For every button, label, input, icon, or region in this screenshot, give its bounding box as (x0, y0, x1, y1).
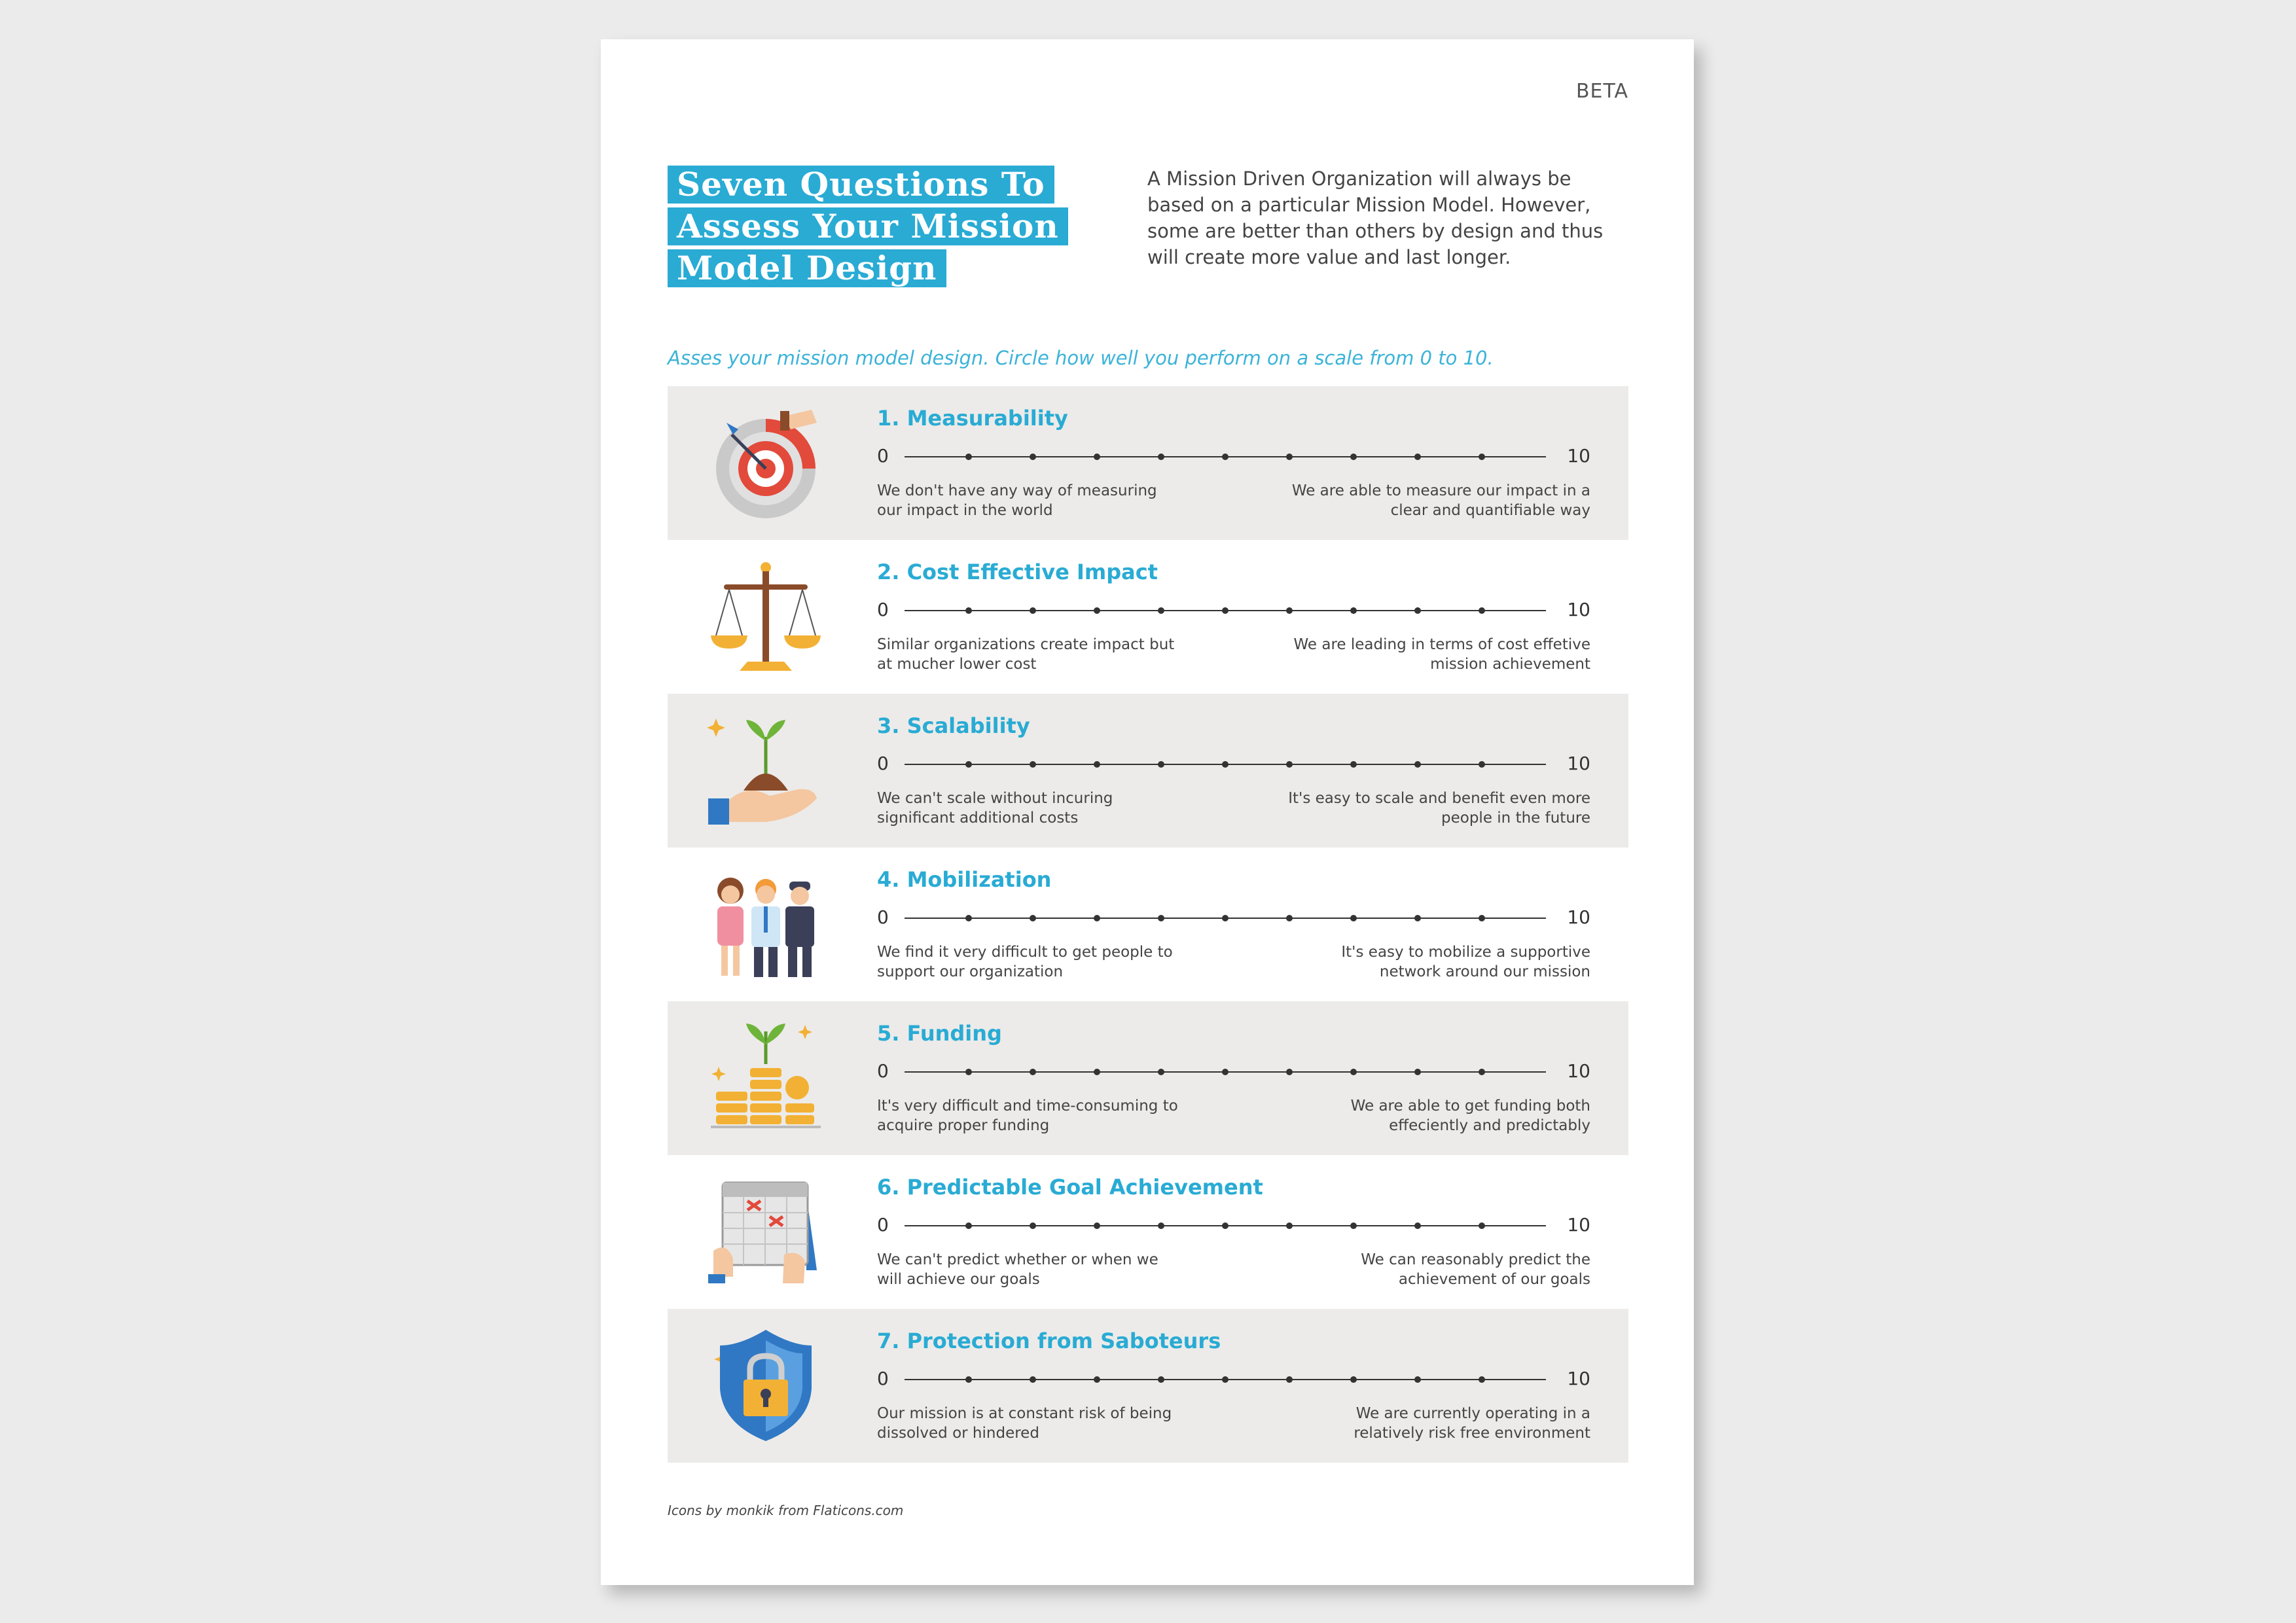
low-score-description: We find it very difficult to get people to support our organization (877, 944, 1173, 980)
scale-tick[interactable] (1479, 761, 1485, 768)
question-row (668, 1309, 1628, 1463)
scale-tick[interactable] (1414, 454, 1421, 460)
scale-tick[interactable] (1222, 761, 1229, 768)
scale-tick[interactable] (1094, 607, 1100, 614)
scale-tick[interactable] (965, 1069, 972, 1075)
title-line: Seven Questions To (668, 166, 1054, 204)
question-title: 3. Scalability (877, 713, 1030, 738)
high-score-description: We are leading in terms of cost effetive mission achievement (1293, 636, 1590, 673)
scale-max-label: 10 (1567, 445, 1590, 467)
scale-tick[interactable] (1222, 915, 1229, 921)
scale-tick[interactable] (1414, 1069, 1421, 1075)
scale-tick[interactable] (1350, 1222, 1357, 1229)
scale-tick[interactable] (1222, 1222, 1229, 1229)
scale-min-label: 0 (877, 1214, 889, 1236)
question-row (668, 694, 1628, 847)
question-row (668, 540, 1628, 694)
scale-tick[interactable] (1030, 607, 1036, 614)
scale-tick[interactable] (1286, 1376, 1293, 1383)
scale-tick[interactable] (1414, 761, 1421, 768)
scale-tick[interactable] (965, 1376, 972, 1383)
scale-tick[interactable] (1350, 1069, 1357, 1075)
scale-line (905, 1379, 1546, 1380)
scale-tick[interactable] (1479, 1222, 1485, 1229)
scale-max-label: 10 (1567, 753, 1590, 774)
scale-tick[interactable] (1030, 915, 1036, 921)
scale-min-label: 0 (877, 1060, 889, 1082)
scale-tick[interactable] (1286, 454, 1293, 460)
scale-tick[interactable] (1094, 1376, 1100, 1383)
scale-tick[interactable] (1414, 1222, 1421, 1229)
high-score-description: We are able to get funding both effeciently and predictably (1350, 1097, 1590, 1134)
question-title: 2. Cost Effective Impact (877, 560, 1158, 584)
scale-tick[interactable] (1479, 1069, 1485, 1075)
scale-tick[interactable] (1158, 1376, 1164, 1383)
scale-tick[interactable] (1094, 454, 1100, 460)
high-score-description: We are able to measure our impact in a clear and quantifiable way (1291, 482, 1590, 519)
target-icon (707, 403, 825, 521)
question-row (668, 1155, 1628, 1309)
question-list (668, 386, 1628, 1463)
scale-tick[interactable] (1094, 761, 1100, 768)
question-row (668, 1001, 1628, 1155)
rating-scale[interactable] (877, 1059, 1590, 1085)
scale-tick[interactable] (1286, 1222, 1293, 1229)
low-score-description: Similar organizations create impact but at mucher lower cost (877, 636, 1175, 673)
rating-scale[interactable] (877, 905, 1590, 931)
scale-tick[interactable] (965, 607, 972, 614)
scale-line (905, 764, 1546, 765)
scale-min-label: 0 (877, 1368, 889, 1389)
scale-tick[interactable] (1158, 1222, 1164, 1229)
low-score-description: It's very difficult and time-consuming to acquire proper funding (877, 1097, 1178, 1134)
scale-min-label: 0 (877, 599, 889, 620)
high-score-description: We can reasonably predict the achievement of our goals (1361, 1251, 1590, 1288)
icon-credit: Icons by monkik from Flaticons.com (668, 1503, 904, 1518)
document-page (601, 39, 1694, 1585)
question-title: 1. Measurability (877, 406, 1068, 431)
rating-scale[interactable] (877, 444, 1590, 470)
question-title: 4. Mobilization (877, 867, 1052, 892)
scale-tick[interactable] (1286, 607, 1293, 614)
instruction-text: Asses your mission model design. Circle how well you perform on a scale from 0 to 10. (668, 347, 1494, 369)
question-row (668, 386, 1628, 540)
shield-lock-icon (707, 1326, 825, 1444)
page-title (668, 166, 1068, 291)
scale-tick[interactable] (1286, 761, 1293, 768)
coins-plant-icon (707, 1018, 825, 1136)
scale-tick[interactable] (1030, 761, 1036, 768)
low-score-description: We can't scale without incuring significant additional costs (877, 790, 1113, 827)
rating-scale[interactable] (877, 1366, 1590, 1393)
scale-tick[interactable] (965, 761, 972, 768)
scale-max-label: 10 (1567, 906, 1590, 928)
rating-scale[interactable] (877, 597, 1590, 624)
high-score-description: It's easy to mobilize a supportive network around our mission (1341, 944, 1590, 980)
scale-min-label: 0 (877, 753, 889, 774)
scale-tick[interactable] (1479, 607, 1485, 614)
question-row (668, 847, 1628, 1001)
scale-tick[interactable] (1286, 1069, 1293, 1075)
calendar-icon (707, 1172, 825, 1290)
scale-tick[interactable] (1158, 1069, 1164, 1075)
question-title: 7. Protection from Saboteurs (877, 1329, 1221, 1353)
people-icon (707, 865, 825, 982)
scale-min-label: 0 (877, 906, 889, 928)
scale-max-label: 10 (1567, 1060, 1590, 1082)
scale-tick[interactable] (1350, 761, 1357, 768)
scale-tick[interactable] (1350, 915, 1357, 921)
scale-tick[interactable] (1479, 915, 1485, 921)
scale-tick[interactable] (1222, 454, 1229, 460)
scale-tick[interactable] (965, 1222, 972, 1229)
question-title: 5. Funding (877, 1021, 1002, 1046)
scale-tick[interactable] (1222, 1376, 1229, 1383)
scale-tick[interactable] (1094, 1069, 1100, 1075)
low-score-description: We can't predict whether or when we will achieve our goals (877, 1251, 1158, 1288)
scale-tick[interactable] (1222, 607, 1229, 614)
scale-tick[interactable] (1414, 607, 1421, 614)
scale-line (905, 1071, 1546, 1073)
sprout-hand-icon (707, 711, 825, 829)
scale-tick[interactable] (1158, 761, 1164, 768)
scale-tick[interactable] (1030, 1069, 1036, 1075)
scale-line (905, 456, 1546, 457)
high-score-description: We are currently operating in a relatively risk free environment (1354, 1405, 1590, 1442)
rating-scale[interactable] (877, 751, 1590, 777)
scale-tick[interactable] (1158, 915, 1164, 921)
intro-paragraph: A Mission Driven Organization will always be based on a particular Mission Model. However, some are better than others by design and thus will create more value and last longer. (1147, 168, 1604, 268)
scale-line (905, 610, 1546, 611)
scale-line (905, 1225, 1546, 1226)
scale-tick[interactable] (1286, 915, 1293, 921)
scale-tick[interactable] (1158, 607, 1164, 614)
scale-tick[interactable] (1479, 454, 1485, 460)
scale-tick[interactable] (1479, 1376, 1485, 1383)
scale-tick[interactable] (1094, 1222, 1100, 1229)
scale-line (905, 918, 1546, 919)
scale-tick[interactable] (1222, 1069, 1229, 1075)
question-title: 6. Predictable Goal Achievement (877, 1175, 1263, 1200)
scale-tick[interactable] (1030, 1222, 1036, 1229)
scale-max-label: 10 (1567, 599, 1590, 620)
scale-tick[interactable] (1414, 1376, 1421, 1383)
low-score-description: Our mission is at constant risk of being dissolved or hindered (877, 1405, 1172, 1442)
scale-max-label: 10 (1567, 1214, 1590, 1236)
scale-tick[interactable] (1350, 607, 1357, 614)
low-score-description: We don't have any way of measuring our impact in the world (877, 482, 1157, 519)
scale-tick[interactable] (1030, 454, 1036, 460)
scale-tick[interactable] (1094, 915, 1100, 921)
title-line: Model Design (668, 249, 946, 287)
rating-scale[interactable] (877, 1213, 1590, 1239)
scale-tick[interactable] (1030, 1376, 1036, 1383)
scale-min-label: 0 (877, 445, 889, 467)
scale-tick[interactable] (965, 915, 972, 921)
title-line: Assess Your Mission (668, 207, 1068, 245)
scale-tick[interactable] (1414, 915, 1421, 921)
high-score-description: It's easy to scale and benefit even more people in the future (1288, 790, 1590, 827)
beta-label: BETA (1575, 80, 1628, 103)
scale-tick[interactable] (1350, 454, 1357, 460)
scale-tick[interactable] (965, 454, 972, 460)
scale-max-label: 10 (1567, 1368, 1590, 1389)
scales-icon (707, 557, 825, 675)
scale-tick[interactable] (1350, 1376, 1357, 1383)
scale-tick[interactable] (1158, 454, 1164, 460)
